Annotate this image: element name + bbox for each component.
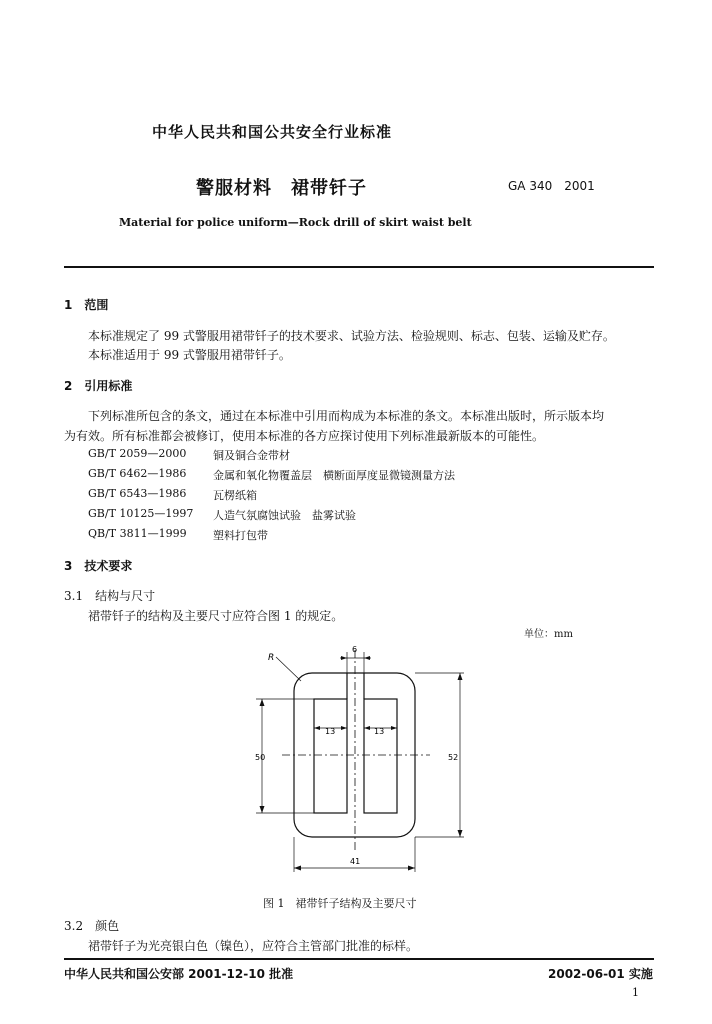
- english-title: Material for police uniform—Rock drill of skirt waist belt: [119, 216, 472, 229]
- dim-outer-width: 41: [350, 857, 361, 866]
- footer-rule: [64, 958, 654, 960]
- section-3-heading: 3 技术要求: [64, 559, 133, 573]
- figure-1-drawing: [250, 640, 480, 885]
- ref-title: 塑料打包带: [213, 529, 268, 542]
- dim-outer-height: 52: [448, 753, 459, 762]
- section-1-heading: 1 范围: [64, 298, 109, 312]
- section-2-para-line-1: 下列标准所包含的条文，通过在本标准中引用而构成为本标准的条文。本标准出版时，所示版本均: [88, 409, 605, 423]
- section-3-2-text: 裙带钎子为光亮银白色（镍色），应符合主管部门批准的标样。: [88, 939, 419, 953]
- ref-title: 金属和氧化物覆盖层 横断面厚度显微镜测量方法: [213, 469, 455, 482]
- section-3-1-heading: 3.1 结构与尺寸: [64, 589, 156, 603]
- dim-left-bar-width: 13: [325, 727, 336, 736]
- section-1-para-1: 本标准规定了 99 式警服用裙带钎子的技术要求、试验方法、检验规则、标志、包装、运输及贮存。: [88, 329, 615, 343]
- section-2-para-line-2: 为有效。所有标准都会被修订，使用本标准的各方应探讨使用下列标准最新版本的可能性。: [64, 429, 545, 443]
- section-1-para-2: 本标准适用于 99 式警服用裙带钎子。: [88, 348, 291, 362]
- ref-code: GB/T 6543—1986: [88, 487, 187, 500]
- ref-title: 人造气氛腐蚀试验 盐雾试验: [213, 509, 356, 522]
- ref-title: 瓦楞纸箱: [213, 489, 257, 502]
- dim-slot-width: 6: [352, 645, 358, 654]
- ref-code: GB/T 10125—1997: [88, 507, 194, 520]
- approval-date: 中华人民共和国公安部 2001-12-10 批准: [64, 967, 294, 981]
- section-2-heading: 2 引用标准: [64, 379, 133, 393]
- header-rule: [64, 266, 654, 268]
- buckle-window-left: [314, 699, 347, 813]
- standard-code: GA 340 2001: [508, 179, 595, 193]
- ref-code: GB/T 2059—2000: [88, 447, 187, 460]
- ref-code: GB/T 6462—1986: [88, 467, 187, 480]
- section-3-2-heading: 3.2 颜色: [64, 919, 120, 933]
- dim-right-bar-width: 13: [374, 727, 385, 736]
- ref-code: QB/T 3811—1999: [88, 527, 187, 540]
- dim-inner-height: 50: [255, 753, 266, 762]
- section-3-1-text: 裙带钎子的结构及主要尺寸应符合图 1 的规定。: [88, 609, 344, 623]
- effective-date: 2002-06-01 实施: [548, 967, 653, 981]
- issuing-body: 中华人民共和国公共安全行业标准: [152, 123, 393, 141]
- radius-label: R: [268, 653, 275, 663]
- unit-note: 单位：mm: [524, 629, 573, 640]
- document-title: 警服材料 裙带钎子: [196, 178, 367, 199]
- buckle-window-right: [364, 699, 397, 813]
- figure-1-caption: 图 1 裙带钎子结构及主要尺寸: [263, 897, 417, 910]
- ref-title: 铜及铜合金带材: [213, 449, 290, 462]
- page-number: 1: [632, 986, 639, 999]
